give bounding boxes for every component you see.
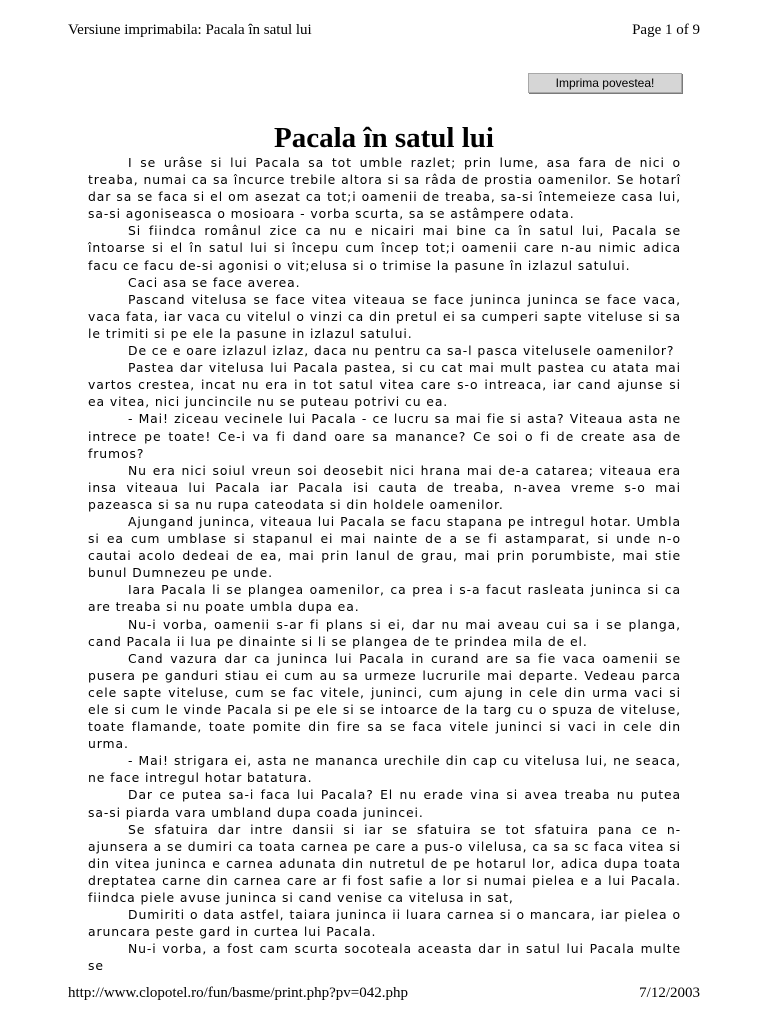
story-body: [88, 154, 681, 975]
story-title: Pacala în satul lui: [274, 122, 494, 155]
story-paragraph: Ajungand juninca, viteaua lui Pacala se facu stapana pe intregul hotar. Umbla si ea cum umblase si stapanul ei mai nainte de a se fi astamparat, si unde n-o cautai acolo dedeai de ea, mai prin lanul de grau, mai prin porumbiste, mai stie bunul Dumnezeu pe unde.: [88, 513, 681, 581]
story-paragraph: Cand vazura dar ca juninca lui Pacala in curand are sa fie vaca oamenii se pusera pe ganduri stiau ei cum au sa urmeze lucrurile mai departe. Vedeau parca cele sapte viteluse, cum se fac vitele, junincі, cum ajung in cele din urma vaci si ele si cum le vinde Pacala si pe ele si se intoarce de la targ cu o spuza de viteluse, toate flamande, toate pomite din fire sa se faca vitele juninci si vaci in cele din urma.: [88, 650, 681, 752]
story-paragraph: - Mai! ziceau vecinele lui Pacala - ce lucru sa mai fie si asta? Viteaua asta ne intrece pe toate! Ce-i va fi dand oare sa manance? Ce soi o fi de create asa de frumos?: [88, 411, 681, 461]
print-story-button[interactable]: Imprima povestea!: [528, 73, 682, 93]
story-paragraph: Dar ce putea sa-i faca lui Pacala? El nu erade vina si avea treaba nu putea sa-si piarda vara umbland dupa coada junincei.: [88, 787, 681, 820]
print-header-title: Versiune imprimabila: Pacala în satul lui: [68, 22, 312, 38]
story-paragraph: - Mai! strigara ei, asta ne mananca urechile din cap cu vitelusa lui, ne seaca, ne face intregul hotar batatura.: [88, 753, 681, 786]
story-paragraph: Nu era nici soiul vreun soi deosebit nici hrana mai de-a catarea; viteaua era insa viteaua lui Pacala iar Pacala isi cauta de treaba, n-avea vreme s-o mai pazeasca si sa nu rupa cateodata si din holdele oamenilor.: [88, 462, 681, 512]
story-paragraph: Pastea dar vitelusa lui Pacala pastea, si cu cat mai mult pastea cu atata mai vartos crestea, incat nu era in tot satul vitea care s-o intreaca, iar cand ajunse si ea vitea, nici juncincile nu se puteau potrivi cu ea.: [88, 360, 681, 410]
footer-date: 7/12/2003: [639, 985, 700, 1001]
page-number: Page 1 of 9: [632, 22, 700, 38]
story-paragraph: Caci asa se face averea.: [128, 274, 301, 290]
story-paragraph: Se sfatuira dar intre dansii si iar se sfatuira se tot sfatuira pana ce n-ajunsera a se dumiri ca toata carnea pe care a pus-o vilelusa, ca sa sc faca vitea si din vitea juninca e carnea adunata din nutretul de pe hotarul lor, adica dupa toata dreptatea carne din carnea care ar fi fost safie a lor si numai pielea e a lui Pacala. fiindca piele avuse juninca si cand venise ca vitelusa in sat,: [88, 821, 681, 906]
story-paragraph: Nu-i vorba, oamenii s-ar fi plans si ei, dar nu mai aveau cui sa i se planga, cand Pacala ii lua pe dinainte si li se plangea de te prindea mila de el.: [88, 616, 681, 649]
story-paragraph: De ce e oare izlazul izlaz, daca nu pentru ca sa-l pasca vitelusele oamenilor?: [128, 343, 675, 359]
story-paragraph: Iara Pacala li se plangea oamenilor, ca prea i s-a facut rasleata juninca si ca are treaba si nu poate umbla dupa ea.: [88, 582, 681, 615]
footer-url: http://www.clopotel.ro/fun/basme/print.php?pv=042.php: [68, 985, 408, 1001]
story-paragraph: Dumiriti o data astfel, taiara juninca ii luara carnea si o mancara, iar pielea o aruncara peste gard in curtea lui Pacala.: [88, 907, 681, 940]
story-paragraph: Nu-i vorba, a fost cam scurta socoteala aceasta dar in satul lui Pacala multe se: [88, 941, 681, 974]
story-paragraph: Pascand vitelusa se face vitea viteaua se face juninca juninca se face vaca, vaca fata, iar vaca cu vitelul o vinzi ca din pretul ei sa cumperi sapte viteluse si sa le trimiti si pe ele la pasune in izlazul satului.: [88, 291, 681, 341]
story-paragraph: I se urâse si lui Pacala sa tot umble razlet; prin lume, asa fara de nici o treaba, numai ca sa încurce trebile altora si sa râda de prostia oamenilor. Se hotarî dar sa se faca si el om asezat ca tot;i oamenii de treaba, sa-si întemeieze casa lui, sa-si agoniseasca o mosioara - vorba scurta, sa se astâmpere odata.: [88, 155, 681, 222]
story-paragraph: Si fiindca românul zice ca nu e nicairi mai bine ca în satul lui, Pacala se întoarse si el în satul lui si începu cum încep tot;i oamenii care n-au nimic adica facu ce facu de-si agonisi o vit;elusa si o trimise la pasune în izlazul satului.: [88, 223, 681, 273]
